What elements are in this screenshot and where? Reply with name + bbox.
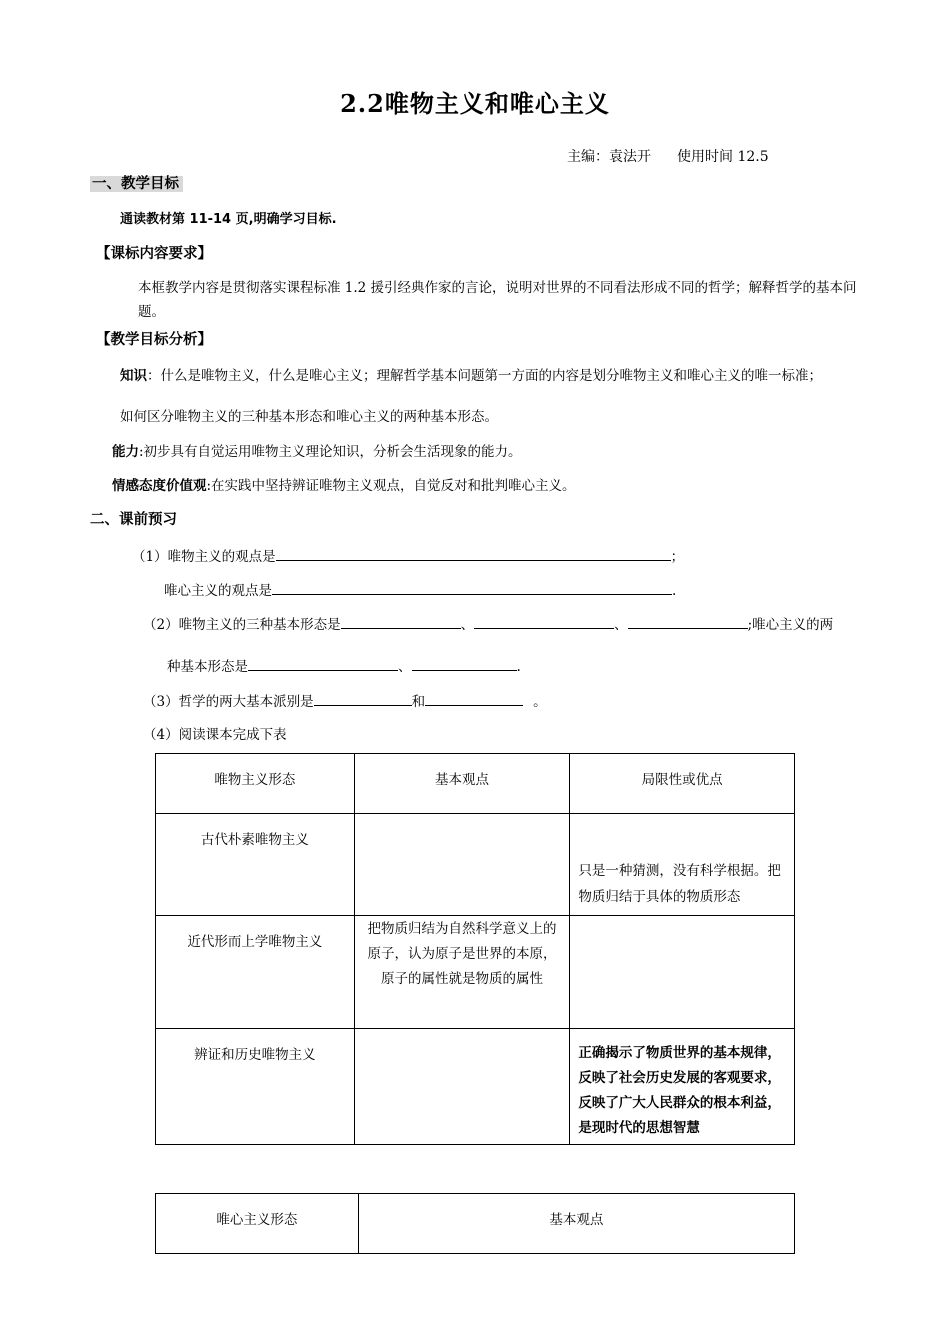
question-2b bbox=[167, 655, 521, 675]
q1a-end: ； bbox=[670, 549, 685, 565]
header-cell bbox=[570, 754, 795, 814]
view-cell bbox=[354, 916, 570, 1029]
analysis-heading: 【教学目标分析】 bbox=[96, 332, 212, 348]
question-3 bbox=[143, 690, 547, 710]
form-text: 近代形而上学唯物主义 bbox=[187, 934, 323, 950]
header-form: 唯心主义形态 bbox=[216, 1212, 298, 1228]
note-text: 正确揭示了物质世界的基本规律，反映了社会历史发展的客观要求，反映了广大人民群众的根本利益，是现时代的思想智慧 bbox=[578, 1045, 781, 1136]
section2-heading: 二、课前预习 bbox=[90, 512, 177, 528]
table-row bbox=[156, 1029, 795, 1145]
blank-idealism-form-1[interactable] bbox=[248, 657, 398, 671]
ability-label: 能力 bbox=[112, 444, 139, 460]
sep-1: 、 bbox=[460, 617, 475, 633]
emotion-text: :在实践中坚持辨证唯物主义观点，自觉反对和批判唯心主义。 bbox=[206, 478, 576, 494]
meta-line bbox=[567, 146, 769, 166]
knowledge-text: ：什么是唯物主义，什么是唯心主义；理解哲学基本问题第一方面的内容是划分唯物主义和唯心主义的唯一标准； bbox=[147, 368, 822, 384]
materialism-table bbox=[155, 753, 795, 1145]
note-cell[interactable] bbox=[570, 916, 795, 1029]
section1-heading: 一、教学目标 bbox=[90, 172, 183, 193]
q2a-label: （2）唯物主义的三种基本形态是 bbox=[143, 617, 341, 633]
q2b-end: . bbox=[516, 659, 521, 675]
blank-form-2[interactable] bbox=[474, 615, 614, 629]
header-view: 基本观点 bbox=[549, 1212, 604, 1228]
q1a-label: （1）唯物主义的观点是 bbox=[132, 549, 276, 565]
header-cell bbox=[156, 1194, 359, 1254]
knowledge-line-2: 如何区分唯物主义的三种基本形态和唯心主义的两种基本形态。 bbox=[120, 409, 498, 425]
question-2a bbox=[143, 613, 833, 633]
header-cell bbox=[354, 754, 570, 814]
q3-and: 和 bbox=[411, 694, 426, 710]
note-cell bbox=[570, 814, 795, 916]
blank-form-1[interactable] bbox=[341, 615, 461, 629]
view-text bbox=[355, 1029, 570, 1043]
usage-date: 使用时间 12.5 bbox=[677, 149, 769, 165]
q3-end: 。 bbox=[533, 694, 547, 710]
blank-materialism-view[interactable] bbox=[276, 547, 671, 561]
blank-idealism-view[interactable] bbox=[272, 581, 672, 595]
question-1a bbox=[132, 545, 684, 565]
page-title: 2.2唯物主义和唯心主义 bbox=[340, 89, 610, 118]
table-row bbox=[156, 814, 795, 916]
study-intro: 通读教材第 11-14 页,明确学习目标. bbox=[120, 212, 337, 227]
blank-school-1[interactable] bbox=[314, 692, 412, 706]
view-cell[interactable] bbox=[354, 1029, 570, 1145]
standard-heading: 【课标内容要求】 bbox=[96, 246, 212, 262]
question-1b bbox=[164, 579, 676, 599]
knowledge-label: 知识 bbox=[120, 368, 147, 384]
editor: 主编：袁法开 bbox=[567, 149, 651, 165]
blank-school-2[interactable] bbox=[425, 692, 523, 706]
header-form: 唯物主义形态 bbox=[214, 772, 296, 788]
q1b-end: . bbox=[672, 583, 677, 599]
q1b-label: 唯心主义的观点是 bbox=[164, 583, 272, 599]
sep-2: 、 bbox=[614, 617, 628, 633]
ability-line bbox=[112, 440, 522, 460]
header-cell bbox=[358, 1194, 794, 1254]
header-view: 基本观点 bbox=[435, 772, 489, 788]
blank-form-3[interactable] bbox=[628, 615, 748, 629]
sep-3: 、 bbox=[398, 659, 412, 675]
form-cell bbox=[156, 916, 355, 1029]
q3-label: （3）哲学的两大基本派别是 bbox=[143, 694, 314, 710]
header-cell bbox=[156, 754, 355, 814]
view-text bbox=[355, 814, 570, 828]
emotion-label: 情感态度价值观 bbox=[112, 478, 207, 494]
table-row bbox=[156, 916, 795, 1029]
q2a-end: ;唯心主义的两 bbox=[747, 617, 834, 633]
emotion-line bbox=[112, 474, 576, 494]
idealism-table bbox=[155, 1193, 795, 1254]
form-cell bbox=[156, 814, 355, 916]
question-4: （4）阅读课本完成下表 bbox=[143, 727, 287, 743]
form-text: 辨证和历史唯物主义 bbox=[194, 1047, 316, 1063]
form-cell bbox=[156, 1029, 355, 1145]
view-text: 把物质归结为自然科学意义上的原子，认为原子是世界的本原，原子的属性就是物质的属性 bbox=[367, 921, 557, 987]
blank-idealism-form-2[interactable] bbox=[412, 657, 517, 671]
table-header-row bbox=[156, 1194, 795, 1254]
note-text: 只是一种猜测，没有科学根据。把物质归结于具体的物质形态 bbox=[578, 863, 781, 905]
table-header-row bbox=[156, 754, 795, 814]
knowledge-line bbox=[120, 364, 822, 384]
q2b-label: 种基本形态是 bbox=[167, 659, 248, 675]
ability-text: :初步具有自觉运用唯物主义理论知识，分析会生活现象的能力。 bbox=[139, 444, 522, 460]
header-note: 局限性或优点 bbox=[641, 772, 723, 788]
view-cell[interactable] bbox=[354, 814, 570, 916]
note-cell bbox=[570, 1029, 795, 1145]
form-text: 古代朴素唯物主义 bbox=[200, 832, 309, 848]
note-text bbox=[570, 916, 794, 930]
standard-text: 本框教学内容是贯彻落实课程标准 1.2 援引经典作家的言论，说明对世界的不同看法形成不同的哲学；解释哲学的基本问题。 bbox=[138, 280, 857, 320]
